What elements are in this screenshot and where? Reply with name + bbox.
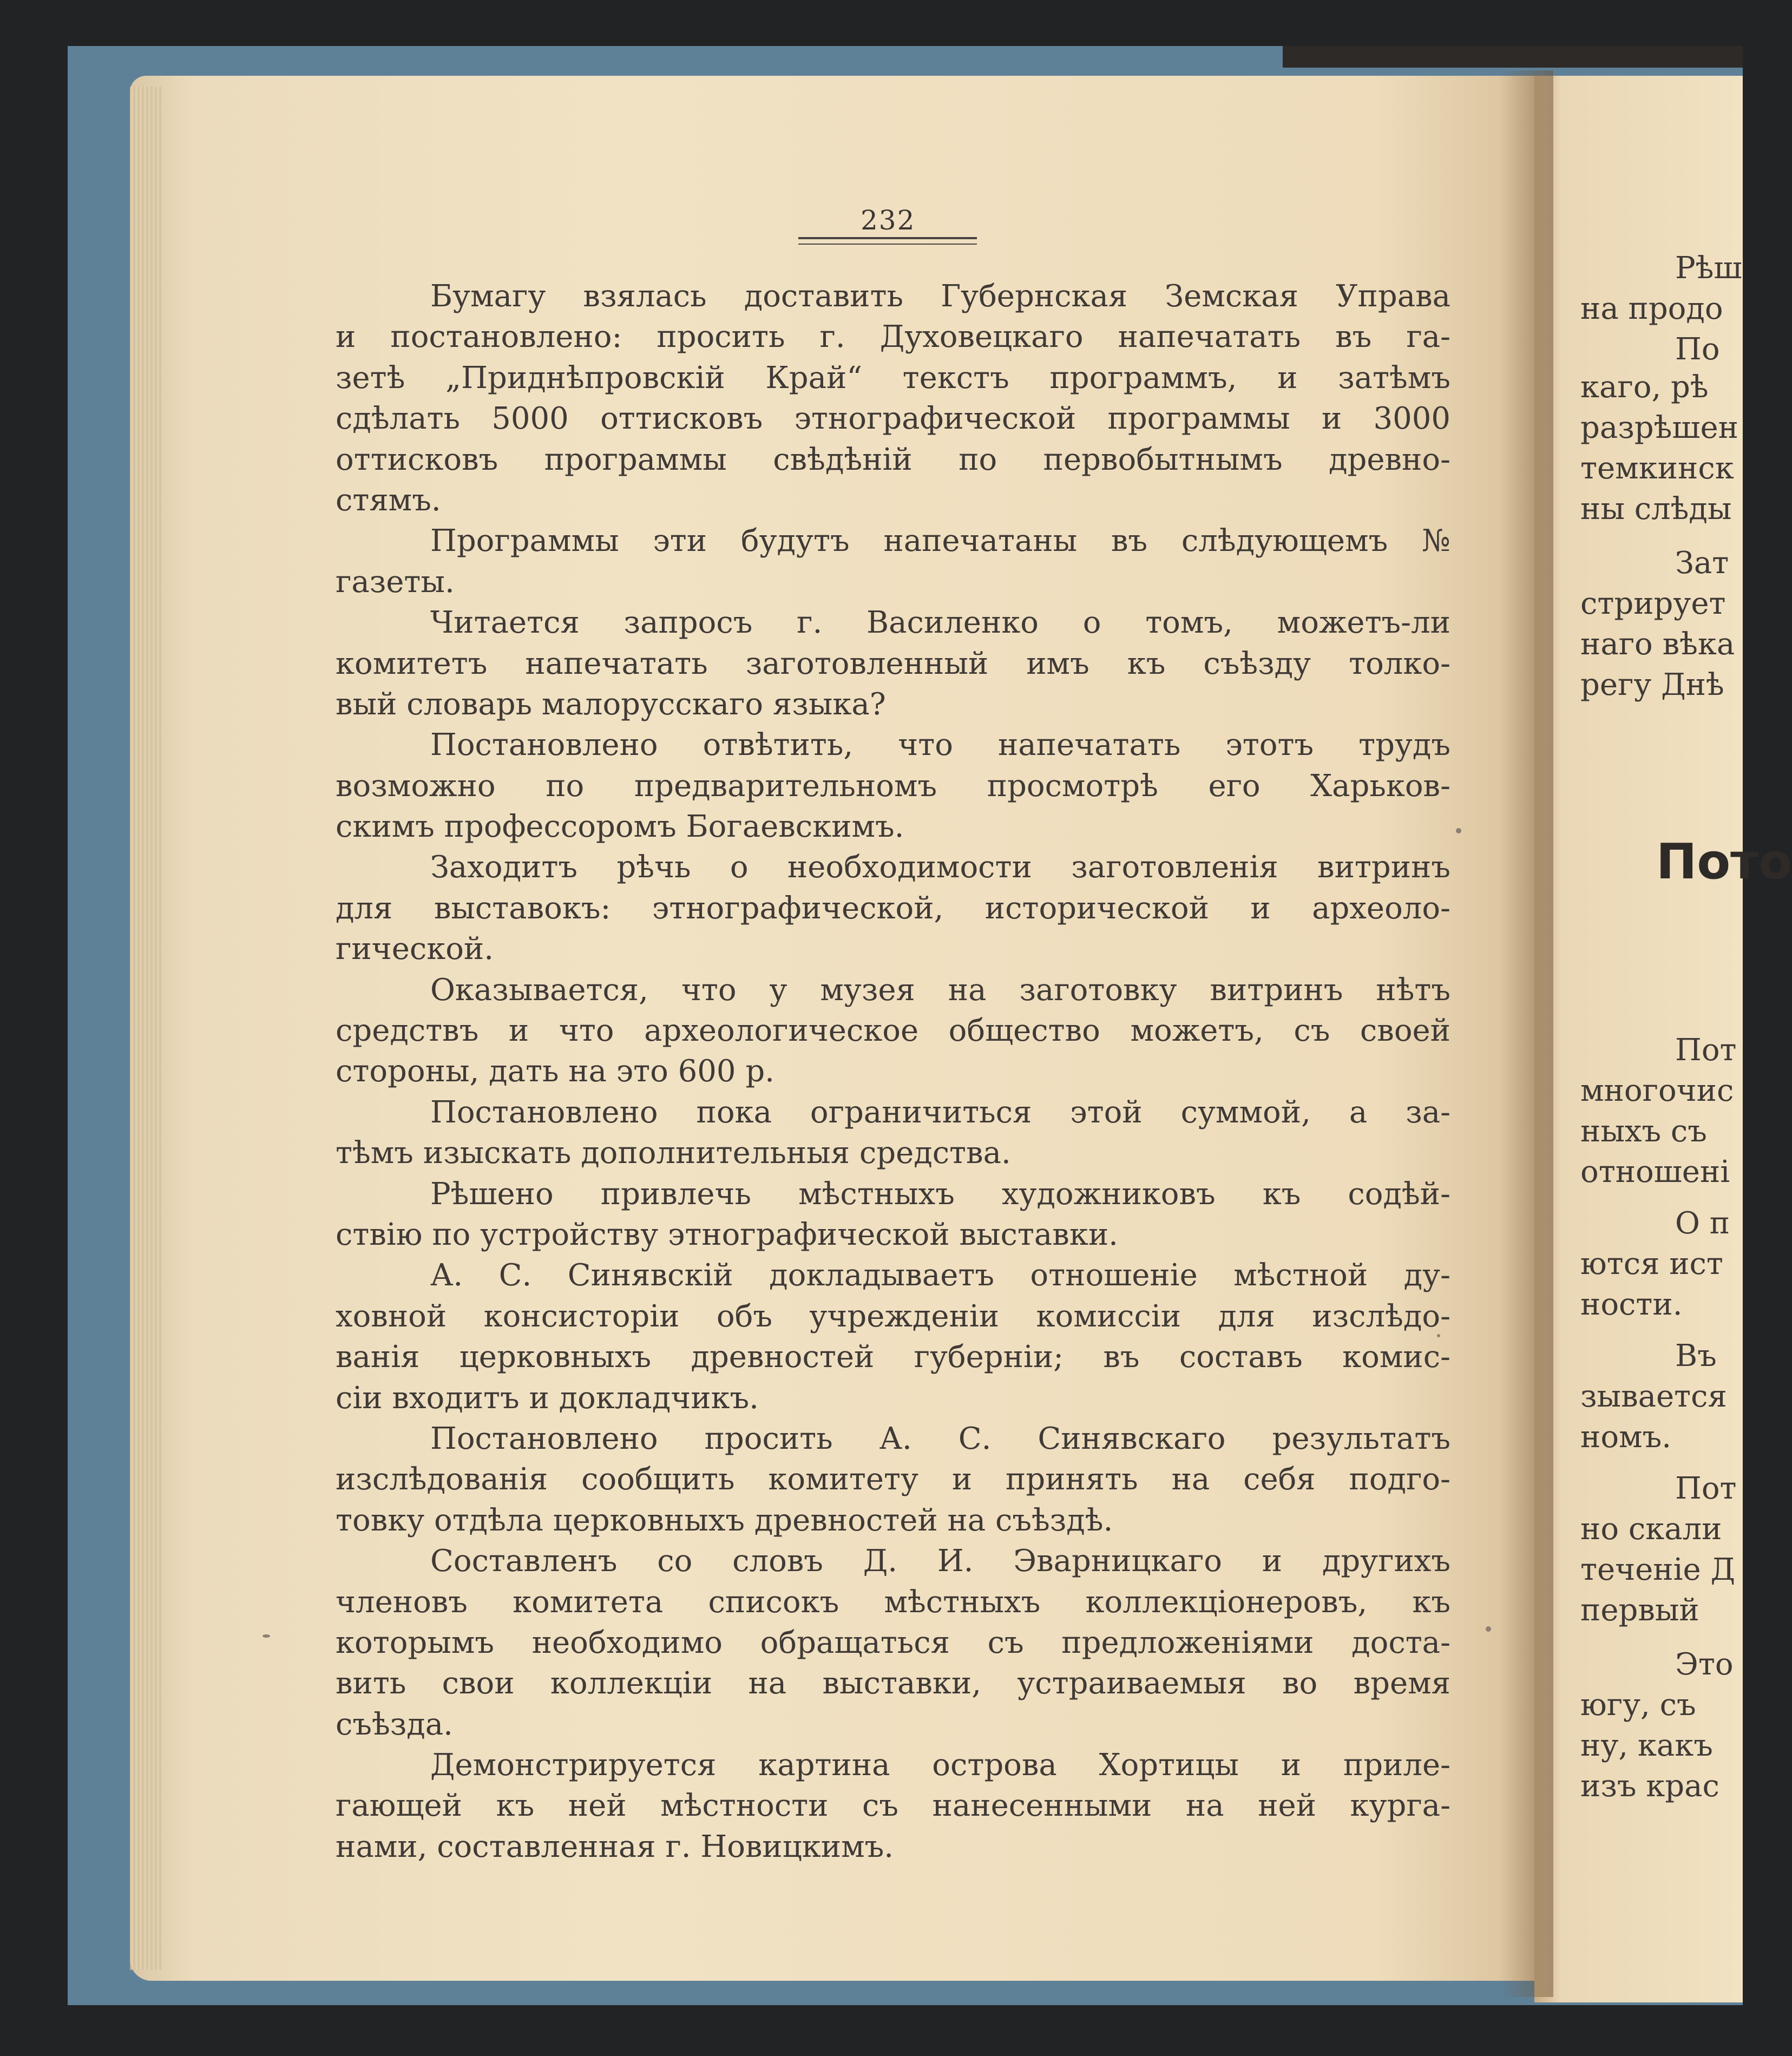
page-edges [130, 87, 162, 1970]
text-line: гающей къ ней мѣстности съ нанесенными на ней курга- [336, 1788, 1450, 1824]
text-line: По [1675, 332, 1720, 367]
text-line: газеты. [336, 564, 455, 600]
text-line: Постановлено отвѣтить, что напечатать этотъ трудъ [430, 727, 1450, 763]
text-line: Пот [1675, 1471, 1737, 1506]
text-line: ности. [1580, 1287, 1683, 1322]
text-line: средствъ и что археологическое общество можетъ, съ своей [336, 1013, 1450, 1049]
text-line: ванія церковныхъ древностей губерніи; въ составъ комис- [336, 1339, 1450, 1375]
text-line: ются ист [1580, 1246, 1723, 1282]
text-line: ны слѣды [1580, 491, 1732, 527]
text-line: Заходитъ рѣчь о необходимости заготовленія витринъ [430, 850, 1450, 885]
text-line: первый [1580, 1593, 1699, 1628]
text-line: комитетъ напечатать заготовленный имъ къ съѣзду толко- [336, 646, 1450, 681]
text-line: вить свои коллекціи на выставки, устраиваемыя во время [336, 1666, 1450, 1702]
text-line: югу, съ [1580, 1687, 1696, 1723]
text-line: Зат [1675, 546, 1729, 581]
text-line: изслѣдованія сообщить комитету и принять на себя подго- [336, 1462, 1450, 1497]
text-line: стямъ. [336, 482, 441, 518]
text-line: Составленъ со словъ Д. И. Эварницкаго и другихъ [430, 1543, 1450, 1579]
text-line: номъ. [1580, 1420, 1672, 1455]
paper-speck [262, 1634, 270, 1638]
page-number: 232 [861, 205, 916, 236]
text-line: А. С. Синявскій докладываетъ отношеніе мѣстной ду- [430, 1258, 1450, 1293]
text-line: сдѣлать 5000 оттисковъ этнографической программы и 3000 [336, 401, 1450, 437]
text-line: возможно по предварительномъ просмотрѣ его Харьков- [336, 768, 1450, 804]
paper-speck [1456, 828, 1461, 833]
text-line: Демонстрируется картина острова Хортицы и приле- [430, 1748, 1450, 1783]
text-line: наго вѣка [1580, 627, 1735, 662]
text-line: ствію по устройству этнографической выставки. [336, 1217, 1118, 1252]
paper-speck [1437, 1334, 1440, 1337]
text-line: на продо [1580, 291, 1723, 326]
text-line: темкинск [1580, 451, 1734, 486]
text-line: Рѣш [1675, 251, 1742, 286]
text-line: Читается запросъ г. Василенко о томъ, можетъ-ли [430, 605, 1450, 641]
text-line: стороны, дать на это 600 р. [336, 1054, 774, 1089]
text-line: Постановлено просить А. С. Синявскаго результатъ [430, 1421, 1450, 1456]
text-line: О п [1675, 1206, 1730, 1241]
text-line: нами, составленная г. Новицкимъ. [336, 1829, 894, 1864]
text-line: гической. [336, 931, 494, 967]
text-line: Въ [1675, 1338, 1717, 1374]
text-line: тѣмъ изыскать дополнительныя средства. [336, 1135, 1011, 1171]
text-line: товку отдѣла церковныхъ древностей на съѣздѣ. [336, 1502, 1113, 1538]
text-line: сіи входитъ и докладчикъ. [336, 1380, 759, 1416]
text-line: каго, рѣ [1580, 370, 1709, 405]
text-line: регу Днѣ [1580, 667, 1724, 702]
left-page-text [336, 276, 1450, 1867]
right-page-heading: Пото [1656, 833, 1792, 890]
cover-shadow [1283, 46, 1743, 68]
book-gutter [1499, 70, 1553, 1997]
text-line: и постановлено: просить г. Духовецкаго напечатать въ га- [336, 319, 1450, 355]
text-line: Это [1675, 1647, 1734, 1682]
text-line: скимъ профессоромъ Богаевскимъ. [336, 809, 904, 845]
text-line: разрѣшен [1580, 410, 1738, 445]
text-line: зывается [1580, 1379, 1727, 1414]
text-line: Постановлено пока ограничиться этой суммой, а за- [430, 1094, 1450, 1130]
text-line: вый словарь малорусскаго языка? [336, 686, 886, 722]
text-line: ховной консисторіи объ учрежденіи комиссіи для изслѣдо- [336, 1298, 1450, 1334]
text-line: оттисковъ программы свѣдѣній по первобытнымъ древно- [336, 442, 1450, 477]
text-line: теченіе Д [1580, 1552, 1735, 1587]
text-line: но скали [1580, 1512, 1722, 1547]
text-line: Оказывается, что у музея на заготовку витринъ нѣтъ [430, 972, 1450, 1008]
text-line: которымъ необходимо обращаться съ предложеніями доста- [336, 1625, 1450, 1660]
text-line: зетѣ „Приднѣпровскій Край“ текстъ программъ, и затѣмъ [336, 360, 1450, 396]
text-line: для выставокъ: этнографической, исторической и археоло- [336, 890, 1450, 926]
text-line: Программы эти будутъ напечатаны въ слѣдующемъ № [430, 523, 1450, 559]
text-line: Бумагу взялась доставить Губернская Земская Управа [430, 279, 1450, 314]
text-line: отношені [1580, 1154, 1730, 1190]
header-rule [798, 237, 977, 239]
text-line: многочис [1580, 1073, 1734, 1108]
header-rule-thin [798, 244, 977, 245]
paper-speck [1486, 1626, 1491, 1632]
text-line: Рѣшено привлечь мѣстныхъ художниковъ къ содѣй- [430, 1176, 1450, 1212]
text-line: членовъ комитета списокъ мѣстныхъ коллекціонеровъ, къ [336, 1584, 1450, 1620]
text-line: ныхъ съ [1580, 1114, 1707, 1149]
text-line: ну, какъ [1580, 1728, 1713, 1763]
text-line: Пот [1675, 1033, 1737, 1068]
text-line: изъ крас [1580, 1769, 1719, 1804]
text-line: стрирует [1580, 586, 1726, 621]
text-line: съѣзда. [336, 1706, 453, 1742]
